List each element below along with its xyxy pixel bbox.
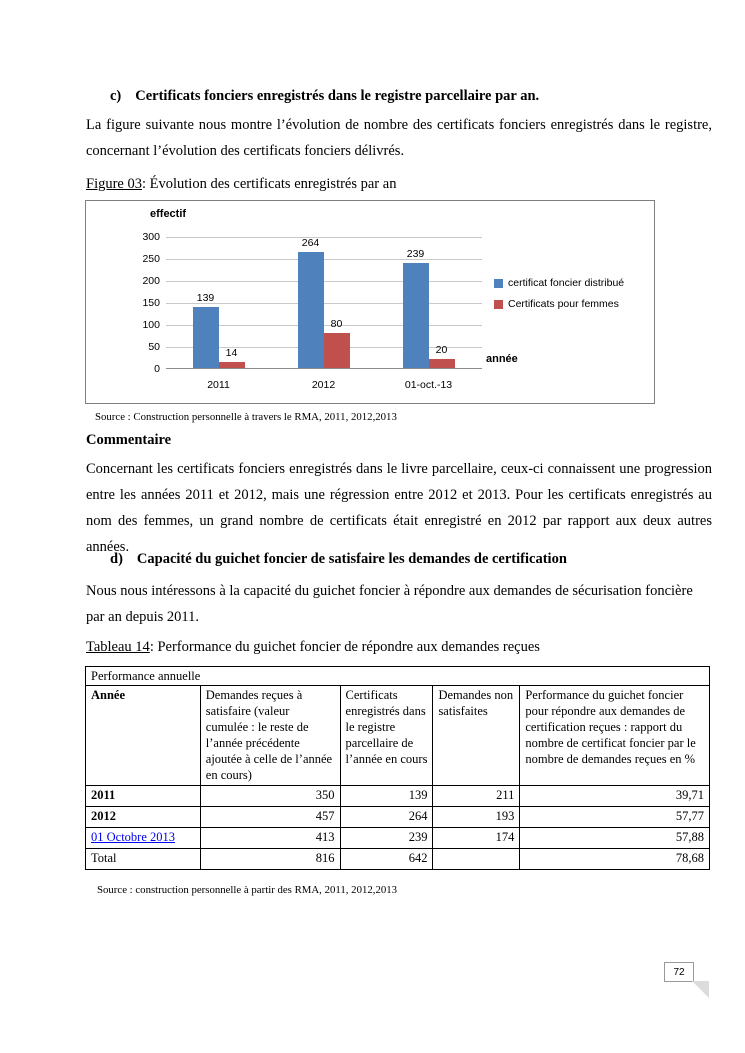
section-heading-d-marker: d)	[110, 551, 123, 567]
table-caption	[86, 639, 540, 656]
cell-non-satisfaites: 174	[433, 828, 520, 849]
bar-value-label: 20	[435, 344, 448, 357]
x-category-label: 01-oct.-13	[404, 379, 453, 391]
table-row-total	[86, 849, 710, 870]
cell-non-satisfaites: 193	[433, 807, 520, 828]
col-header-demandes-recues: Demandes reçues à satisfaire (valeur cumulée : le reste de l’année précédente ajoutée à celle de l’année en cours)	[200, 686, 340, 786]
cell-demandes: 816	[200, 849, 340, 870]
cell-non-satisfaites	[433, 849, 520, 870]
bar-value-label: 139	[196, 291, 215, 304]
chart-legend	[494, 277, 624, 319]
intro-paragraph: La figure suivante nous montre l’évolution de nombre des certificats fonciers enregistrés dans le registre, concernant l’évolution des certificats fonciers délivrés.	[86, 117, 712, 159]
section-heading-d-text: Capacité du guichet foncier de satisfaire les demandes de certification	[136, 551, 567, 567]
page-curl-icon	[692, 981, 709, 998]
y-tick-label: 150	[142, 297, 160, 309]
bar-2011-certificats-femmes	[219, 346, 245, 368]
bar-value-label: 264	[301, 236, 320, 249]
cell-non-satisfaites: 211	[433, 786, 520, 807]
bar-value-label: 80	[330, 317, 343, 330]
table-source-note: Source : construction personnelle à partir des RMA, 2011, 2012,2013	[97, 884, 398, 896]
cell-annee: Total	[86, 849, 201, 870]
cell-certificats: 239	[340, 828, 433, 849]
figure-title: : Évolution des certificats enregistrés par an	[141, 176, 397, 192]
table-row-2011	[86, 786, 710, 807]
cell-certificats: 264	[340, 807, 433, 828]
page-number: 72	[673, 966, 685, 978]
y-tick-label: 0	[154, 363, 160, 375]
y-tick-label: 100	[142, 319, 160, 331]
cell-performance: 39,71	[520, 786, 710, 807]
col-header-non-satisfaites: Demandes non satisfaites	[433, 686, 520, 786]
link-01-octobre-2013[interactable]: 01 Octobre 2013	[91, 830, 176, 844]
bar-group-oct-2013	[376, 237, 481, 368]
page-number-box	[664, 962, 694, 982]
section-heading-c-text: Certificats fonciers enregistrés dans le registre parcellaire par an.	[135, 88, 540, 104]
table-title: : Performance du guichet foncier de répondre aux demandes reçues	[149, 639, 540, 655]
col-header-certificats: Certificats enregistrés dans le registre parcellaire de l’année en cours	[340, 686, 433, 786]
bar-value-label: 14	[225, 346, 238, 359]
section-heading-c	[110, 88, 539, 105]
cell-performance: 78,68	[520, 849, 710, 870]
cell-performance: 57,88	[520, 828, 710, 849]
bar-oct13-certificat-distribue	[403, 247, 429, 368]
bar-group-2012	[271, 237, 376, 368]
cell-annee: 2011	[86, 786, 201, 807]
cell-annee	[86, 828, 201, 849]
col-header-performance: Performance du guichet foncier pour répondre aux demandes de certification reçues : rapport du nombre de certificat foncier par le nombre de demandes reçues en %	[520, 686, 710, 786]
y-tick-label: 250	[142, 253, 160, 265]
legend-label: Certificats pour femmes	[508, 298, 619, 310]
bar-2011-certificat-distribue	[193, 291, 219, 368]
col-header-annee: Année	[86, 686, 201, 786]
figure-source-note: Source : Construction personnelle à travers le RMA, 2011, 2012,2013	[95, 411, 397, 423]
commentaire-heading: Commentaire	[86, 432, 172, 448]
section-heading-c-marker: c)	[110, 88, 122, 104]
figure-chart	[85, 200, 655, 404]
bar-2012-certificats-femmes	[324, 317, 350, 368]
paragraph-d: Nous nous intéressons à la capacité du guichet foncier à répondre aux demandes de sécurisation foncière par an depuis 2011.	[86, 583, 693, 625]
commentaire-paragraph: Concernant les certificats fonciers enregistrés dans le livre parcellaire, ceux-ci connaissent une progression entre les années 2011 et 2012, mais une régression entre 2012 et 2013. Pour les certificats enregistrés au nom des femmes, un grand nombre de certificats était enregistré en 2012 par rapport aux deux autres années.	[86, 461, 712, 555]
cell-demandes: 457	[200, 807, 340, 828]
table-row-01-octobre-2013	[86, 828, 710, 849]
bar-group-2011	[166, 237, 271, 368]
y-tick-label: 200	[142, 275, 160, 287]
x-category-label: 2011	[207, 379, 230, 391]
legend-item-certificat-distribue	[494, 277, 624, 289]
section-heading-d	[110, 551, 567, 568]
cell-demandes: 413	[200, 828, 340, 849]
chart-x-axis-title: année	[486, 353, 518, 365]
figure-label: Figure 03	[86, 176, 142, 192]
table-header-row	[86, 686, 710, 786]
y-tick-label: 300	[142, 231, 160, 243]
legend-item-certificats-femmes	[494, 298, 624, 310]
bar-oct13-certificats-femmes	[429, 344, 455, 368]
cell-performance: 57,77	[520, 807, 710, 828]
y-tick-label: 50	[148, 341, 160, 353]
bar-2012-certificat-distribue	[298, 236, 324, 368]
cell-certificats: 139	[340, 786, 433, 807]
performance-table	[85, 666, 710, 870]
chart-plot-area	[142, 231, 482, 375]
legend-swatch-red-icon	[494, 300, 503, 309]
bar-value-label: 239	[406, 247, 425, 260]
chart-y-axis-title: effectif	[150, 208, 187, 220]
x-category-label: 2012	[311, 379, 336, 391]
cell-demandes: 350	[200, 786, 340, 807]
table-label: Tableau 14	[86, 639, 150, 655]
legend-swatch-blue-icon	[494, 279, 503, 288]
figure-caption	[86, 176, 396, 193]
table-row-2012	[86, 807, 710, 828]
legend-label: certificat foncier distribué	[508, 277, 625, 289]
cell-certificats: 642	[340, 849, 433, 870]
cell-annee: 2012	[86, 807, 201, 828]
table-top-header-row	[86, 667, 710, 686]
table-top-header: Performance annuelle	[86, 667, 710, 686]
